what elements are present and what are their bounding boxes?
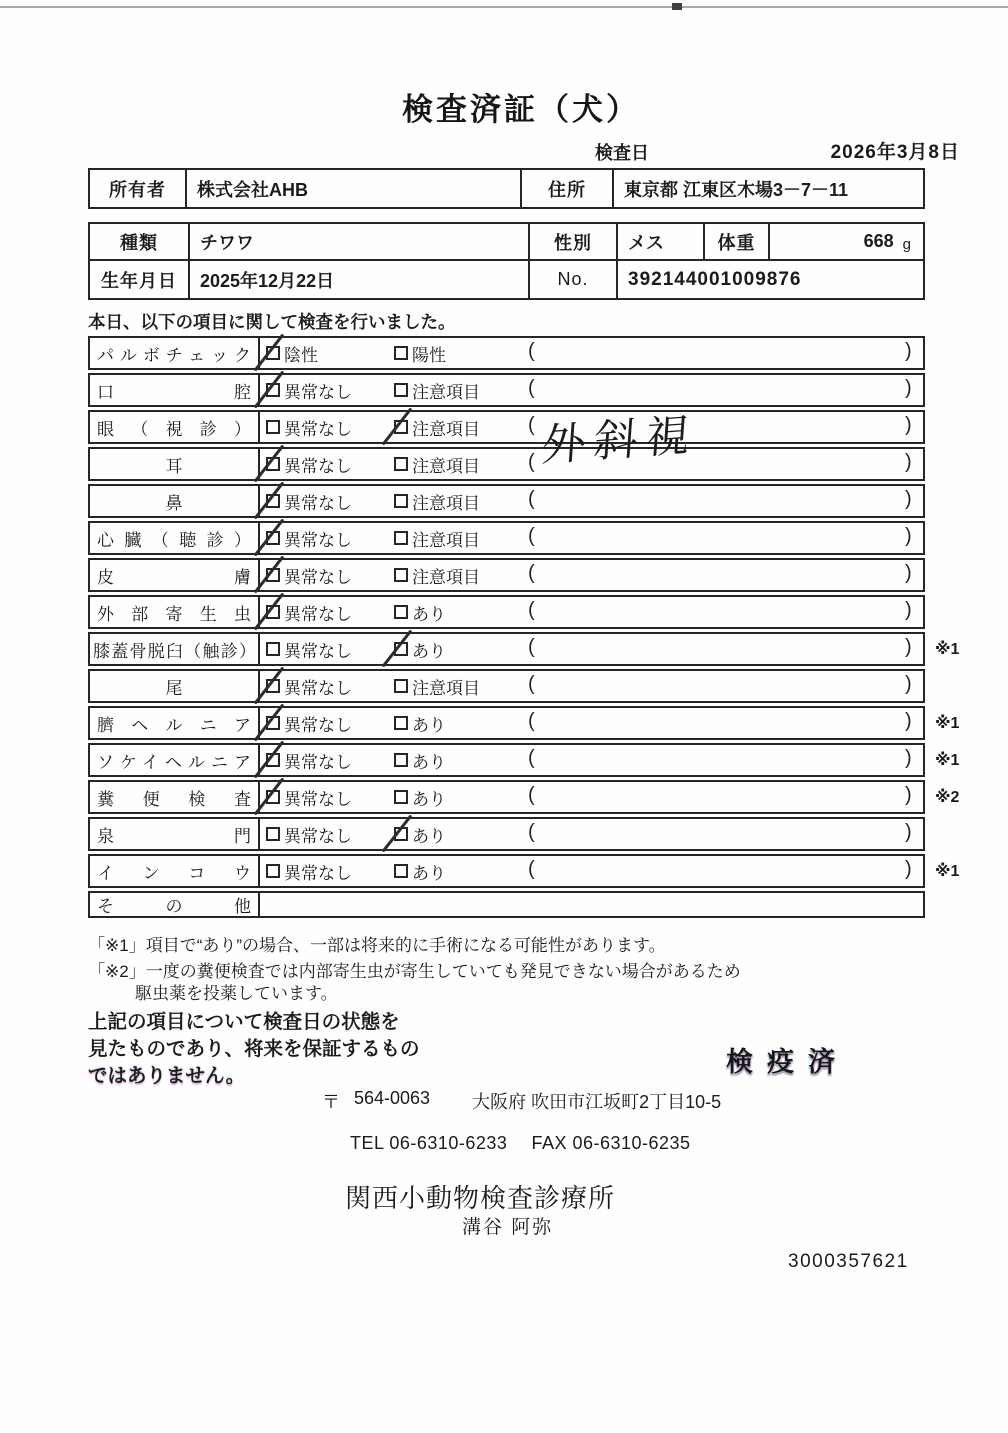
option-1-label: 陰性	[284, 345, 318, 365]
birth-label: 生年月日	[90, 261, 190, 298]
paren-open: (	[528, 636, 535, 658]
checkbox-icon[interactable]	[394, 790, 408, 804]
paren-close: )	[905, 673, 912, 695]
option-2	[394, 449, 480, 479]
paren-close: )	[905, 340, 912, 362]
option-1-label: 異常なし	[284, 456, 352, 476]
exam-row-label: 外部寄生虫	[90, 597, 260, 627]
owner-value: 株式会社AHB	[187, 170, 522, 207]
footnote-ref: ※1	[935, 641, 960, 658]
footnote-2: 「※2」一度の糞便検査では内部寄生虫が寄生していても発見できない場合があるため	[88, 962, 741, 981]
option-2	[394, 560, 480, 590]
address-value: 東京都 江東区木場3－7－11	[624, 179, 849, 200]
paren-close: )	[905, 636, 912, 658]
option-2-label: 陽性	[412, 345, 446, 365]
owner-label: 所有者	[90, 170, 187, 207]
exam-row-label: 鼻	[90, 486, 260, 516]
paren-open: (	[528, 858, 535, 880]
quarantine-stamp: 検疫済	[726, 1047, 849, 1077]
address-label: 住所	[522, 170, 614, 207]
option-2-label: 注意項目	[412, 419, 480, 439]
checkbox-icon[interactable]	[394, 864, 408, 878]
option-1-label: 異常なし	[284, 530, 352, 550]
option-2-label: あり	[412, 715, 446, 735]
disclaimer-line-2: 見たものであり、将来を保証するもの	[88, 1038, 420, 1060]
exam-row-label: 眼（視診）	[90, 412, 260, 442]
option-2	[394, 782, 446, 812]
option-2	[394, 486, 480, 516]
sex-value: メス	[618, 224, 705, 259]
disclaimer-statement	[88, 1009, 420, 1090]
option-1-label: 異常なし	[284, 419, 352, 439]
exam-row	[88, 521, 925, 555]
exam-row	[88, 558, 925, 592]
disclaimer-line-1: 上記の項目について検査日の状態を	[88, 1011, 400, 1033]
option-1	[266, 523, 352, 553]
option-2-label: あり	[412, 789, 446, 809]
exam-row-label: 膝蓋骨脱臼（触診）	[90, 634, 260, 664]
option-2	[394, 597, 446, 627]
option-2-label: 注意項目	[412, 493, 480, 513]
exam-row	[88, 484, 925, 518]
breed-label: 種類	[90, 224, 190, 259]
paren-open: (	[528, 821, 535, 843]
clinic-postal-line	[322, 1088, 721, 1114]
option-2-label: あり	[412, 826, 446, 846]
paren-open: (	[528, 525, 535, 547]
option-1-label: 異常なし	[284, 789, 352, 809]
footnote-ref: ※1	[935, 863, 960, 880]
option-2	[394, 745, 446, 775]
paren-open: (	[528, 377, 535, 399]
option-1	[266, 671, 352, 701]
exam-row-label: 皮膚	[90, 560, 260, 590]
exam-row-label: パルボチェック	[90, 338, 260, 368]
exam-row	[88, 780, 960, 814]
weight-value: 668	[863, 231, 894, 251]
exam-row-label: 耳	[90, 449, 260, 479]
owner-table	[88, 168, 925, 209]
checkbox-icon[interactable]	[394, 346, 408, 360]
scan-artifact-mark	[672, 3, 682, 10]
paren-open: (	[528, 414, 535, 436]
paren-close: )	[905, 488, 912, 510]
checkbox-icon[interactable]	[266, 827, 280, 841]
option-1	[266, 745, 352, 775]
exam-row-label: 尾	[90, 671, 260, 701]
option-2-label: 注意項目	[412, 678, 480, 698]
option-1	[266, 597, 352, 627]
option-2	[394, 856, 446, 886]
clinic-tel: TEL 06-6310-6233	[350, 1133, 508, 1153]
paren-open: (	[528, 599, 535, 621]
checkbox-icon[interactable]	[394, 494, 408, 508]
option-1	[266, 856, 352, 886]
option-2-label: あり	[412, 641, 446, 661]
footnote-1: 「※1」項目で“あり”の場合、一部は将来的に手術になる可能性があります。	[88, 936, 666, 955]
paren-close: )	[905, 821, 912, 843]
page-title: 検査済証（犬）	[402, 92, 640, 127]
exam-row	[88, 410, 925, 471]
paren-open: (	[528, 488, 535, 510]
checkbox-icon[interactable]	[266, 642, 280, 656]
option-2-label: あり	[412, 604, 446, 624]
exam-row	[88, 336, 925, 370]
paren-open: (	[528, 747, 535, 769]
option-1-label: 異常なし	[284, 567, 352, 587]
exam-results-table	[88, 336, 960, 921]
exam-row-label: 口腔	[90, 375, 260, 405]
option-1	[266, 560, 352, 590]
option-2-label: 注意項目	[412, 530, 480, 550]
exam-row-label: 泉門	[90, 819, 260, 849]
option-1-label: 異常なし	[284, 493, 352, 513]
footnote-ref: ※1	[935, 752, 960, 769]
option-2-label: あり	[412, 752, 446, 772]
option-1-label: 異常なし	[284, 604, 352, 624]
weight-unit: g	[902, 236, 911, 253]
exam-row	[88, 891, 925, 918]
option-1	[266, 375, 352, 405]
paren-open: (	[528, 451, 535, 473]
paren-open: (	[528, 710, 535, 732]
option-1	[266, 819, 352, 849]
clinic-name: 関西小動物検査診療所	[345, 1183, 616, 1213]
paren-open: (	[528, 673, 535, 695]
breed-value: チワワ	[190, 224, 530, 259]
footnote-ref: ※1	[935, 715, 960, 732]
paren-close: )	[905, 599, 912, 621]
exam-row	[88, 373, 925, 407]
exam-row	[88, 447, 925, 481]
exam-row	[88, 706, 960, 740]
exam-row-label: 糞便検査	[90, 782, 260, 812]
postal-mark-icon: 〒	[322, 1092, 340, 1112]
paren-close: )	[905, 710, 912, 732]
postal-code: 564-0063	[354, 1088, 431, 1108]
option-2-label: あり	[412, 863, 446, 883]
exam-row-label: インコウ	[90, 856, 260, 886]
inspection-date-value: 2026年3月8日	[830, 142, 960, 163]
option-2	[394, 412, 480, 442]
clinic-fax: FAX 06-6310-6235	[531, 1133, 691, 1153]
checkbox-icon[interactable]	[394, 531, 408, 545]
option-1	[266, 634, 352, 664]
option-1-label: 異常なし	[284, 826, 352, 846]
option-2-label: 注意項目	[412, 382, 480, 402]
exam-row-label: 臍ヘルニア	[90, 708, 260, 738]
option-1-label: 異常なし	[284, 752, 352, 772]
paren-close: )	[905, 562, 912, 584]
exam-row	[88, 595, 925, 629]
checkbox-icon[interactable]	[394, 605, 408, 619]
checkbox-icon[interactable]	[394, 679, 408, 693]
no-value: 392144001009876	[628, 268, 802, 290]
exam-row	[88, 743, 960, 777]
disclaimer-line-3: ではありません。	[88, 1065, 246, 1087]
exam-row-label: 心臓（聴診）	[90, 523, 260, 553]
checkbox-icon[interactable]	[394, 457, 408, 471]
option-2-label: 注意項目	[412, 567, 480, 587]
checkbox-icon[interactable]	[394, 568, 408, 582]
option-1-label: 異常なし	[284, 641, 352, 661]
paren-close: )	[905, 747, 912, 769]
checkbox-icon[interactable]	[394, 753, 408, 767]
option-1-label: 異常なし	[284, 678, 352, 698]
paren-open: (	[528, 784, 535, 806]
option-2	[394, 708, 446, 738]
paren-open: (	[528, 562, 535, 584]
option-1-label: 異常なし	[284, 715, 352, 735]
checkbox-icon[interactable]	[266, 864, 280, 878]
weight-cell	[770, 224, 923, 259]
checkbox-icon[interactable]	[394, 716, 408, 730]
no-label: No.	[530, 261, 618, 298]
paren-open: (	[528, 340, 535, 362]
exam-row-label: その他	[90, 893, 260, 916]
handwritten-remark: 外斜視	[540, 410, 700, 471]
footnote-ref: ※2	[935, 789, 960, 806]
footnote-2-cont: 駆虫薬を投薬しています。	[135, 984, 338, 1003]
intro-text: 本日、以下の項目に関して検査を行いました。	[88, 312, 456, 332]
option-1-label: 異常なし	[284, 382, 352, 402]
paren-close: )	[905, 414, 912, 436]
exam-row-label: ソケイヘルニア	[90, 745, 260, 775]
option-1	[266, 449, 352, 479]
checkbox-icon[interactable]	[266, 420, 280, 434]
scan-artifact-line	[0, 6, 1008, 8]
clinic-address: 大阪府 吹田市江坂町2丁目10-5	[472, 1092, 722, 1112]
clinic-tel-line	[350, 1133, 691, 1154]
option-1	[266, 782, 352, 812]
option-2	[394, 671, 480, 701]
exam-row	[88, 669, 925, 703]
paren-close: )	[905, 377, 912, 399]
exam-row	[88, 632, 960, 666]
weight-label: 体重	[705, 224, 770, 259]
exam-row	[88, 854, 960, 888]
paren-close: )	[905, 784, 912, 806]
inspection-date-label: 検査日	[595, 143, 649, 163]
exam-row	[88, 817, 925, 851]
option-1	[266, 708, 352, 738]
option-1	[266, 412, 352, 442]
sex-label: 性別	[530, 224, 618, 259]
paren-close: )	[905, 451, 912, 473]
option-2	[394, 338, 446, 368]
option-2	[394, 523, 480, 553]
option-1-label: 異常なし	[284, 863, 352, 883]
paren-close: )	[905, 858, 912, 880]
document-serial-number: 3000357621	[788, 1251, 909, 1272]
checkbox-icon[interactable]	[394, 383, 408, 397]
option-2-label: 注意項目	[412, 456, 480, 476]
veterinarian-name: 溝谷 阿弥	[462, 1217, 554, 1238]
pet-info-table	[88, 222, 925, 300]
birth-value: 2025年12月22日	[190, 261, 530, 298]
option-2	[394, 375, 480, 405]
option-1	[266, 486, 352, 516]
paren-close: )	[905, 525, 912, 547]
